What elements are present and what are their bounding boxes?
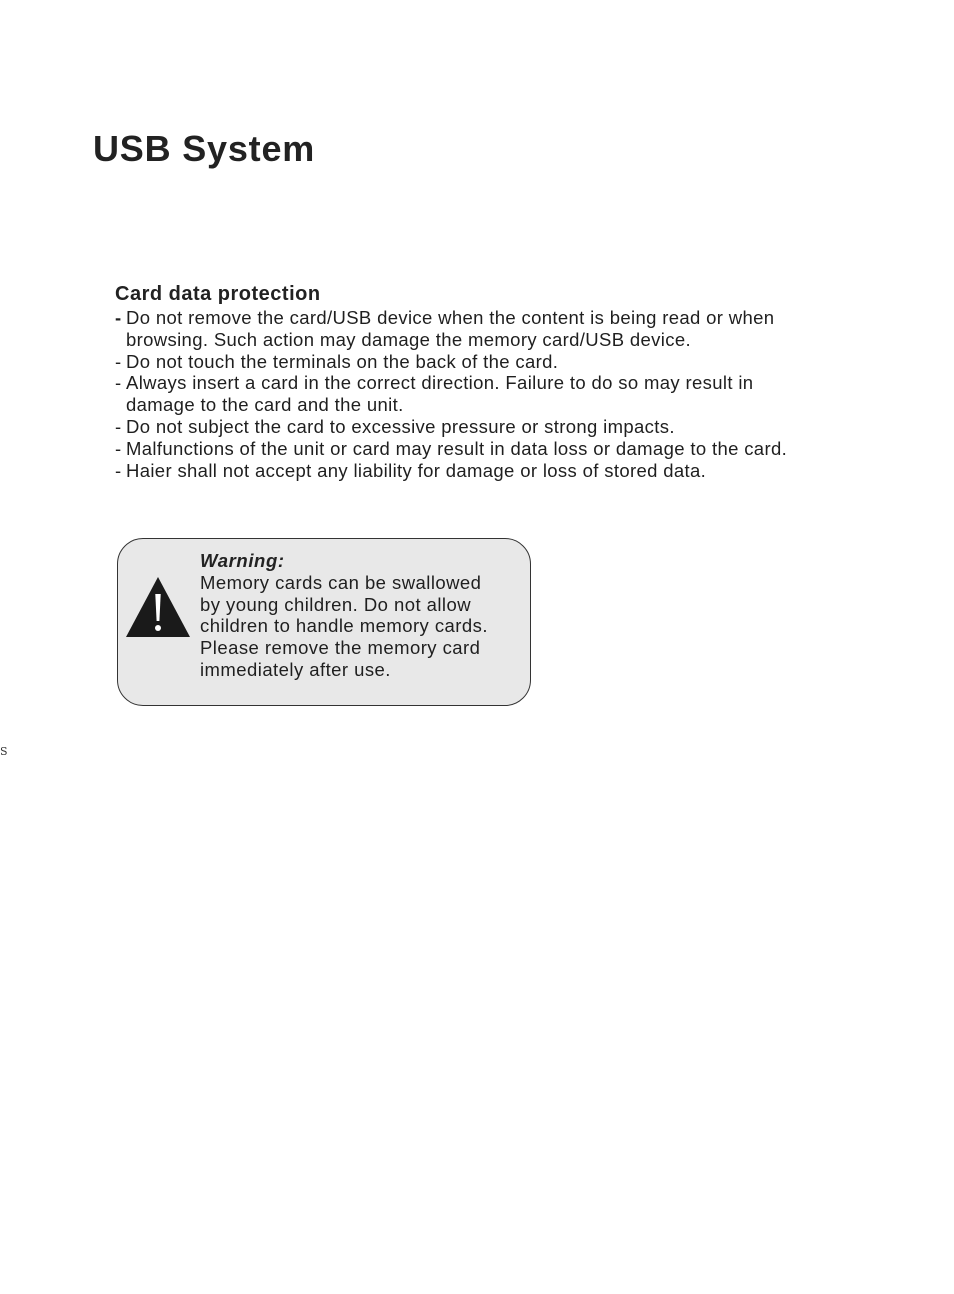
bullet-dash: - [115, 350, 122, 372]
bullet-dash: - [115, 459, 122, 481]
bullet-dash: - [115, 307, 122, 328]
card-data-protection-section [115, 281, 875, 481]
list-item-text: Do not subject the card to excessive pressure or strong impacts. [126, 415, 675, 437]
list-item-text: Haier shall not accept any liability for damage or loss of stored data. [126, 459, 707, 481]
list-item [115, 460, 875, 482]
warning-text [200, 550, 530, 681]
list-item-text: Do not touch the terminals on the back of the card. [126, 350, 559, 372]
list-item [115, 438, 875, 460]
warning-box [117, 538, 531, 706]
warning-body: Memory cards can be swallowed by young children. Do not allow children to handle memory cards. Please remove the memory card immediately after use. [200, 571, 488, 680]
margin-mark: S [0, 745, 8, 758]
exclamation-triangle-icon [126, 577, 190, 637]
section-heading: Card data protection [115, 283, 321, 305]
warning-label: Warning: [200, 550, 285, 571]
list-item-text: Do not remove the card/USB device when the content is being read or when browsing. Such action may damage the memory card/USB device. [126, 307, 775, 350]
page-title: USB System [93, 128, 316, 169]
list-item [115, 416, 875, 438]
list-item [115, 307, 875, 351]
list-item-text: Always insert a card in the correct direction. Failure to do so may result in damage to the card and the unit. [126, 372, 754, 416]
bullet-dash: - [115, 372, 122, 394]
list-item [115, 351, 875, 373]
list-item-text: Malfunctions of the unit or card may result in data loss or damage to the card. [126, 437, 788, 459]
list-item [115, 372, 875, 416]
card-protection-list [115, 307, 875, 481]
bullet-dash: - [115, 415, 122, 437]
bullet-dash: - [115, 437, 122, 459]
